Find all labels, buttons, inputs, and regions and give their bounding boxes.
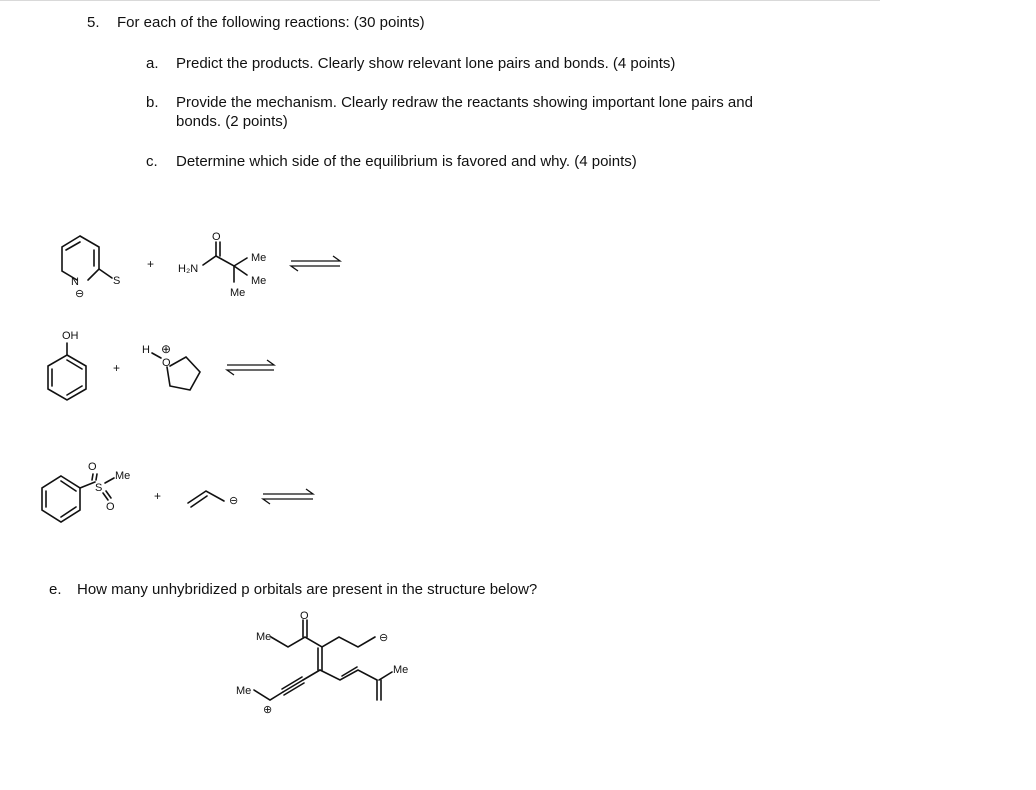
part-e-minus-charge: ⊖ <box>379 632 389 644</box>
oxonium-structure <box>142 342 200 390</box>
methyl-2: Me <box>251 275 267 287</box>
allyl-minus-charge: ⊖ <box>229 495 239 507</box>
part-e-structure <box>236 610 408 716</box>
allyl-anion-structure <box>188 491 238 507</box>
reaction-3 <box>42 461 313 522</box>
part-e-plus-charge: ⊕ <box>263 704 273 716</box>
reaction-1-plus: + <box>147 257 155 271</box>
reaction-2-plus: + <box>113 361 121 375</box>
sulfone-oxygen-bottom: O <box>106 501 115 513</box>
part-a-text: Predict the products. Clearly show relevant lone pairs and bonds. (4 points) <box>176 55 676 72</box>
part-e-text: How many unhybridized p orbitals are present in the structure below? <box>77 581 538 598</box>
reaction-2 <box>48 330 274 400</box>
oxonium-oxygen: O <box>162 357 171 369</box>
part-b-text-line2: bonds. (2 points) <box>176 113 288 130</box>
part-a-letter: a. <box>146 55 159 72</box>
part-c-letter: c. <box>146 153 158 170</box>
part-e-oxygen: O <box>300 610 309 622</box>
part-b-text-line1: Provide the mechanism. Clearly redraw the reactants showing important lone pairs and <box>176 94 753 111</box>
question-text: For each of the following reactions: (30 points) <box>117 14 425 31</box>
sulfone-methyl: Me <box>115 470 131 482</box>
sulfone-oxygen-top: O <box>88 461 97 473</box>
reaction-3-plus: + <box>154 489 162 503</box>
sulfone-structure <box>42 461 130 522</box>
part-e-letter: e. <box>49 581 62 598</box>
oxonium-hydrogen: H <box>142 344 150 356</box>
oxonium-plus-charge: ⊕ <box>161 342 172 356</box>
amide-oxygen: O <box>212 231 221 243</box>
part-c-text: Determine which side of the equilibrium is favored and why. (4 points) <box>176 153 637 170</box>
amide-structure <box>178 231 266 299</box>
reaction-1 <box>62 231 340 300</box>
pyridine-thione-structure <box>62 236 120 300</box>
question-number: 5. <box>87 14 100 31</box>
phenol-hydroxyl: OH <box>62 330 79 342</box>
thiolate-sulfur: S <box>113 275 121 287</box>
amine-group: H₂N <box>178 263 199 275</box>
phenol-structure <box>48 330 86 400</box>
equilibrium-arrow-2 <box>227 360 274 375</box>
part-e-methyl-left: Me <box>236 685 252 697</box>
sulfone-sulfur: S <box>95 482 103 494</box>
methyl-1: Me <box>251 252 267 264</box>
part-e-methyl-top: Me <box>256 631 272 643</box>
equilibrium-arrow-3 <box>263 489 313 504</box>
part-b-letter: b. <box>146 94 159 111</box>
nitrogen-minus-charge: ⊖ <box>75 288 85 300</box>
part-e-methyl-right: Me <box>393 664 409 676</box>
pyridine-nitrogen: N <box>71 276 79 288</box>
equilibrium-arrow-1 <box>291 256 340 271</box>
methyl-3: Me <box>230 287 246 299</box>
